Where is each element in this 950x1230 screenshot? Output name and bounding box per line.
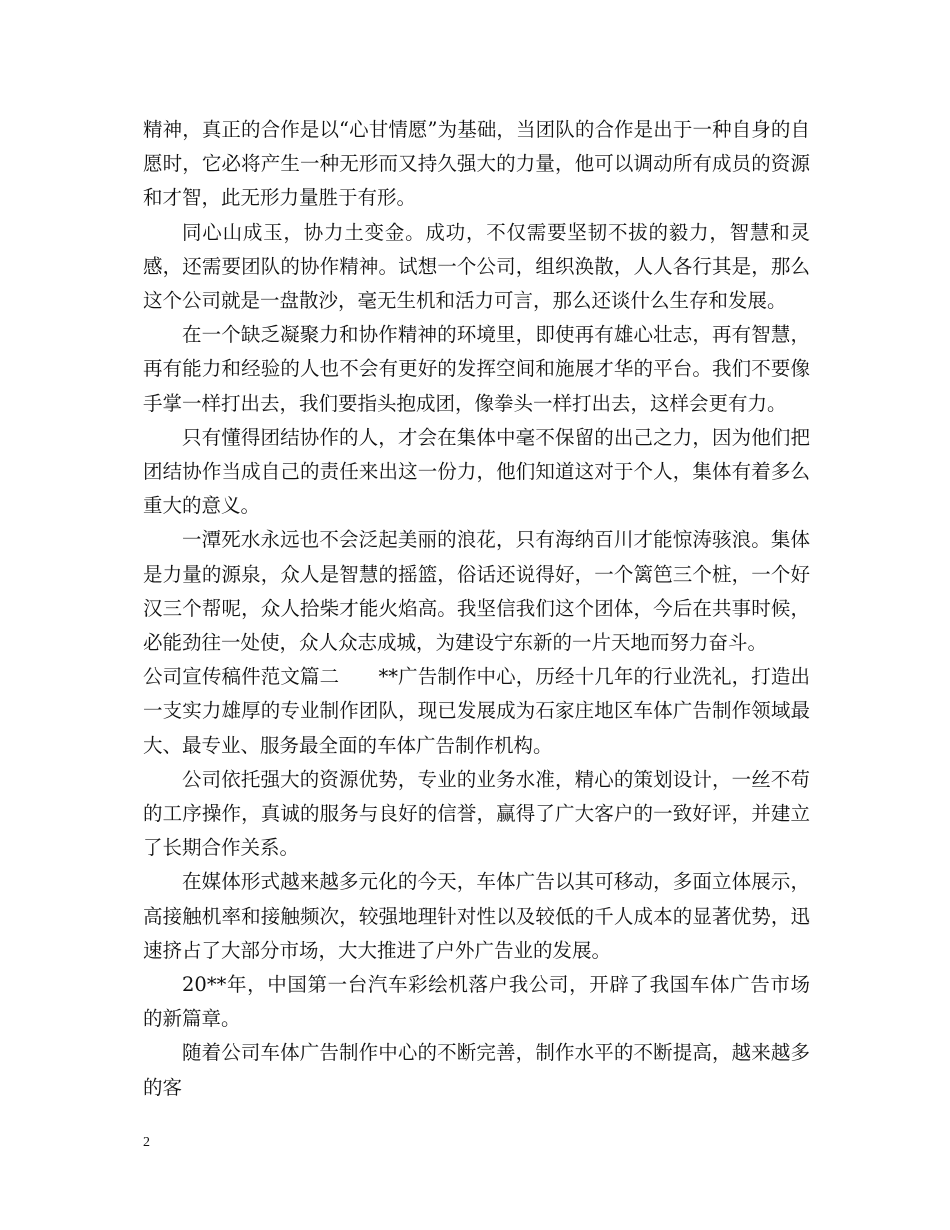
paragraph: 在媒体形式越来越多元化的今天，车体广告以其可移动，多面立体展示，高接触机率和接触频次，较强地理针对性以及较低的千人成本的显著优势，迅速挤占了大部分市场，大大推进了户外广告业的发展。 <box>143 870 810 962</box>
paragraph: 只有懂得团结协作的人，才会在集体中毫不保留的出己之力，因为他们把团结协作当成自己的责任来出这一份力，他们知道这对于个人，集体有着多么重大的意义。 <box>143 425 810 518</box>
paragraph: 公司依托强大的资源优势，专业的业务水准，精心的策划设计，一丝不苟的工序操作，真诚的服务与良好的信誉，赢得了广大客户的一致好评，并建立了长期合作关系。 <box>143 767 810 860</box>
paragraph: 同心山成玉，协力土变金。成功，不仅需要坚韧不拔的毅力，智慧和灵感，还需要团队的协作精神。试想一个公司，组织涣散，人人各行其是，那么这个公司就是一盘散沙，毫无生机和活力可言，那么还谈什么生存和发展。 <box>143 220 810 313</box>
document-body <box>143 113 810 1105</box>
paragraph: 在一个缺乏凝聚力和协作精神的环境里，即使再有雄心壮志，再有智慧，再有能力和经验的人也不会有更好的发挥空间和施展才华的平台。我们不要像手掌一样打出去，我们要指头抱成团，像拳头一样打出去，这样会更有力。 <box>143 323 810 415</box>
paragraph: 随着公司车体广告制作中心的不断完善，制作水平的不断提高，越来越多的客 <box>143 1041 810 1099</box>
paragraph: 一潭死水永远也不会泛起美丽的浪花，只有海纳百川才能惊涛骇浪。集体是力量的源泉，众人是智慧的摇篮，俗话还说得好，一个篱笆三个桩，一个好汉三个帮呢，众人拾柴才能火焰高。我坚信我们这个团体，今后在共事时候，必能劲往一处使，众人众志成城，为建设宁东新的一片天地而努力奋斗。 <box>143 528 810 655</box>
page-number: 2 <box>143 1135 150 1150</box>
paragraph: 精神，真正的合作是以“心甘情愿”为基础，当团队的合作是出于一种自身的自愿时，它必将产生一种无形而又持久强大的力量，他可以调动所有成员的资源和才智，此无形力量胜于有形。 <box>143 118 810 210</box>
paragraph: 20**年，中国第一台汽车彩绘机落户我公司，开辟了我国车体广告市场的新篇章。 <box>143 973 810 1031</box>
paragraph: 公司宣传稿件范文篇二 **广告制作中心，历经十几年的行业洗礼，打造出一支实力雄厚的专业制作团队，现已发展成为石家庄地区车体广告制作领域最大、最专业、服务最全面的车体广告制作机构。 <box>143 665 810 757</box>
